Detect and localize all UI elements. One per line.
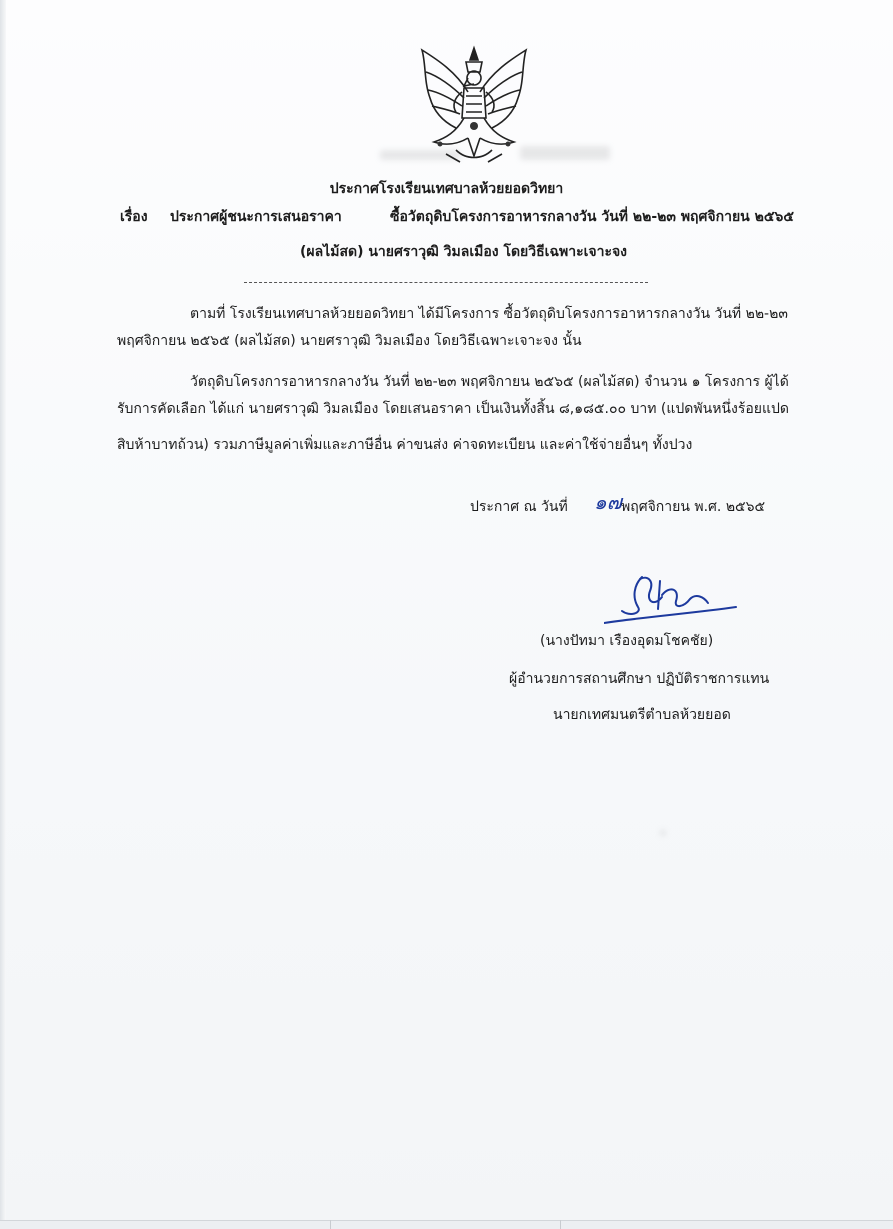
subject-line1-b: ซื้อวัตถุดิบโครงการอาหารกลางวัน วันที่ ๒๒-๒๓ พฤศจิกายน ๒๕๖๕ (390, 209, 794, 225)
scan-tick (560, 1220, 561, 1229)
subject-line2: (ผลไม้สด) นายศราวุฒิ วิมลเมือง โดยวิธีเฉพาะเจาะจง (300, 244, 628, 260)
divider-line (244, 282, 648, 283)
paragraph-2-line-1: วัตถุดิบโครงการอาหารกลางวัน วันที่ ๒๒-๒๓ พฤศจิกายน ๒๕๖๕ (ผลไม้สด) จำนวน ๑ โครงการ ผู้ได้ (190, 374, 789, 390)
signatory-position-line-2: นายกเทศมนตรีตำบลห้วยยอด (553, 707, 731, 723)
paragraph-1-line-1: ตามที่ โรงเรียนเทศบาลห้วยยอดวิทยา ได้มีโครงการ ซื้อวัตถุดิบโครงการอาหารกลางวัน วันที่ ๒๒-๒๓ (190, 306, 788, 322)
date-prefix: ประกาศ ณ วันที่ (470, 499, 568, 515)
announcement-heading: ประกาศโรงเรียนเทศบาลห้วยยอดวิทยา (329, 181, 564, 197)
paragraph-2-line-3: สิบห้าบาทถ้วน) รวมภาษีมูลค่าเพิ่มและภาษีอื่น ค่าขนส่ง ค่าจดทะเบียน และค่าใช้จ่ายอื่นๆ ทั้งปวง (117, 437, 693, 453)
signatory-position-line-1: ผู้อำนวยการสถานศึกษา ปฏิบัติราชการแทน (509, 671, 770, 687)
scan-smudge (520, 146, 610, 160)
subject-label: เรื่อง (120, 209, 148, 225)
scan-tick (330, 1220, 331, 1229)
scan-speck (660, 830, 666, 836)
date-suffix: พฤศจิกายน พ.ศ. ๒๕๖๕ (621, 499, 766, 515)
garuda-emblem-icon (416, 42, 532, 170)
paragraph-1-line-2: พฤศจิกายน ๒๕๖๕ (ผลไม้สด) นายศราวุฒิ วิมลเมือง โดยวิธีเฉพาะเจาะจง นั้น (117, 333, 582, 349)
date-day-handwritten: ๑๗ (594, 490, 622, 514)
handwritten-signature-icon (604, 567, 744, 629)
signatory-name: (นางปัทมา เรืองอุดมโชคชัย) (540, 633, 714, 649)
paragraph-2-line-2: รับการคัดเลือก ได้แก่ นายศราวุฒิ วิมลเมือง โดยเสนอราคา เป็นเงินทั้งสิ้น ๘,๑๘๕.๐๐ บาท (แปดพันหนึ่งร้อยแปด (117, 401, 789, 417)
subject-line1-a: ประกาศผู้ชนะการเสนอราคา (170, 209, 342, 225)
scan-edge-bottom (0, 1220, 893, 1229)
